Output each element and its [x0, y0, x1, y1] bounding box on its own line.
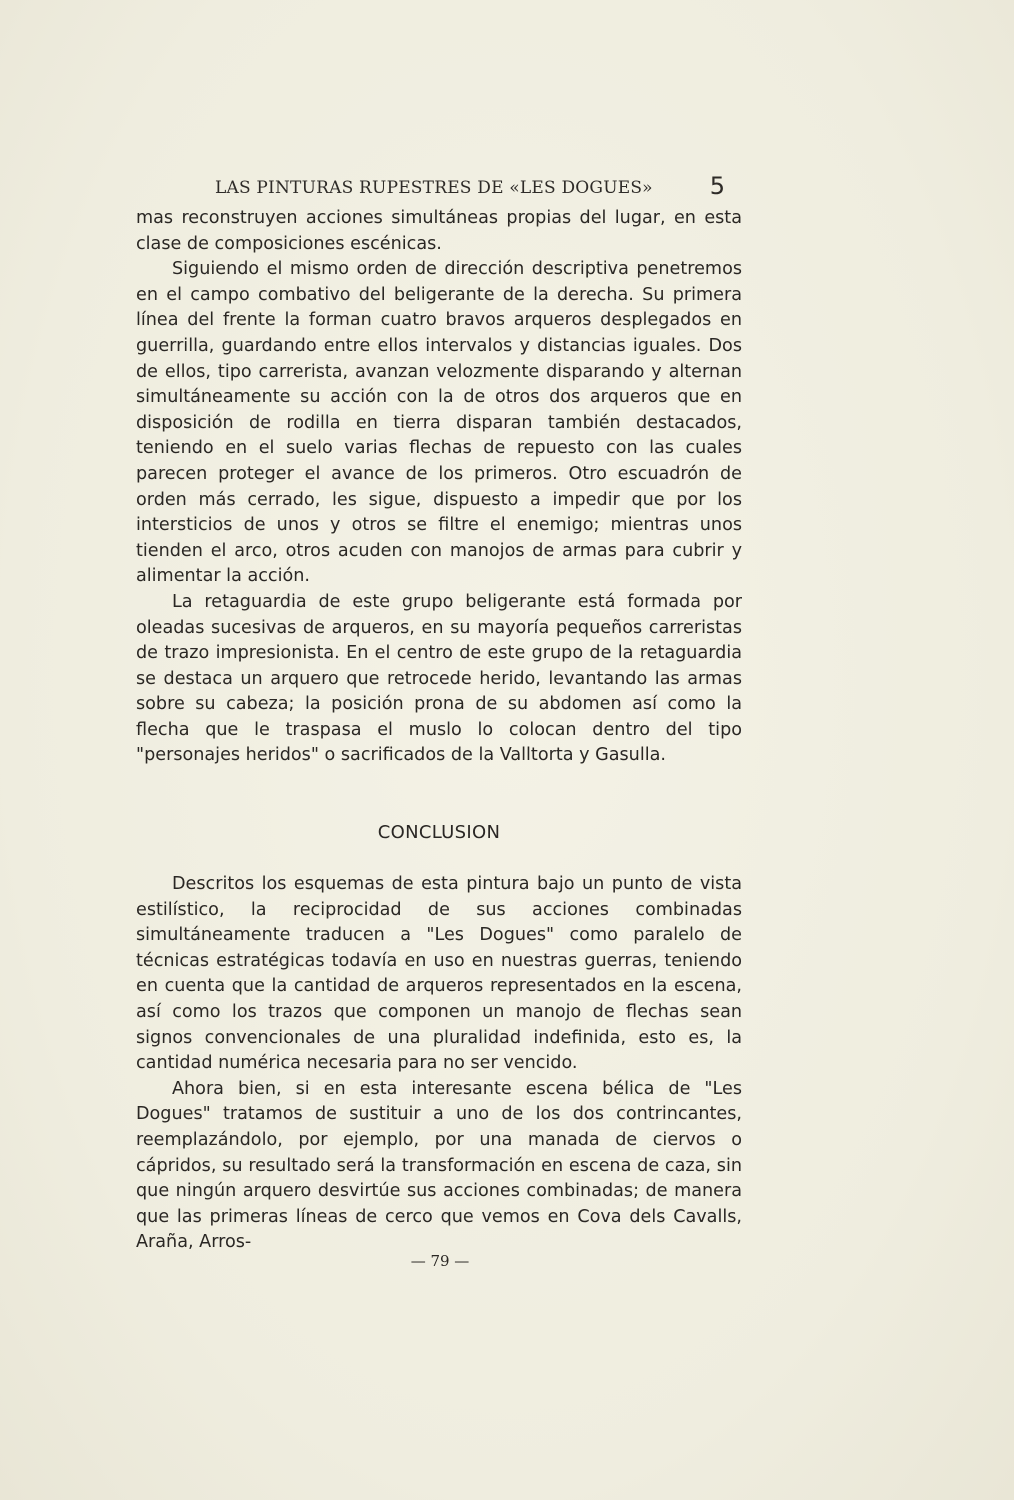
- paragraph-4: Descritos los esquemas de esta pintura bajo un punto de vista estilístico, la reciprocidad de sus acciones combinadas simultáneamente traducen a "Les Dogues" como paralelo de técnicas estratégicas todavía en uso en nuestras guerras, teniendo en cuenta que la cantidad de arqueros representados en la escena, así como los trazos que componen un manojo de flechas sean signos convencionales de una pluralidad indefinida, esto es, la cantidad numérica necesaria para no ser vencido.: [136, 874, 742, 1074]
- body-section-2: [136, 872, 742, 1256]
- running-header: [215, 172, 725, 202]
- body-section-1: [136, 206, 742, 769]
- folio-number: — 79 —: [410, 1252, 470, 1270]
- paragraph-5: Ahora bien, si en esta interesante escena bélica de "Les Dogues" tratamos de sustituir a uno de los dos contrincantes, reemplazándolo, por ejemplo, por una manada de ciervos o cápridos, su resultado será la transformación en escena de caza, sin que ningún arquero desvirtúe sus acciones combinadas; de manera que las primeras líneas de cerco que vemos en Cova dels Cavalls, Araña, Arros-: [136, 1078, 742, 1253]
- paragraph-2: Siguiendo el mismo orden de dirección descriptiva penetremos en el campo combativo del beligerante de la derecha. Su primera línea del frente la forman cuatro bravos arqueros desplegados en guerrilla, guardando entre ellos intervalos y distancias iguales. Dos de ellos, tipo carrerista, avanzan velozmente disparando y alternan simultáneamente su acción con la de otros dos arqueros que en disposición de rodilla en tierra disparan también destacados, teniendo en el suelo varias flechas de repuesto con las cuales parecen proteger el avance de los primeros. Otro escuadrón de orden más cerrado, les sigue, dispuesto a impedir que por los intersticios de unos y otros se filtre el enemigo; mientras unos tienden el arco, otros acuden con manojos de armas para cubrir y alimentar la acción.: [136, 259, 742, 587]
- running-title: LAS PINTURAS RUPESTRES DE «LES DOGUES»: [215, 178, 653, 198]
- paragraph-1: mas reconstruyen acciones simultáneas propias del lugar, en esta clase de composiciones escénicas.: [136, 208, 742, 254]
- section-heading: CONCLUSION: [377, 822, 501, 843]
- page-number: 5: [709, 172, 725, 200]
- paragraph-3: La retaguardia de este grupo beligerante está formada por oleadas sucesivas de arqueros, en su mayoría pequeños carreristas de trazo impresionista. En el centro de este grupo de la retaguardia se destaca un arquero que retrocede herido, levantando las armas sobre su cabeza; la posición prona de su abdomen así como la flecha que le traspasa el muslo lo colocan dentro del tipo "personajes heridos" o sacrificados de la Valltorta y Gasulla.: [136, 591, 742, 766]
